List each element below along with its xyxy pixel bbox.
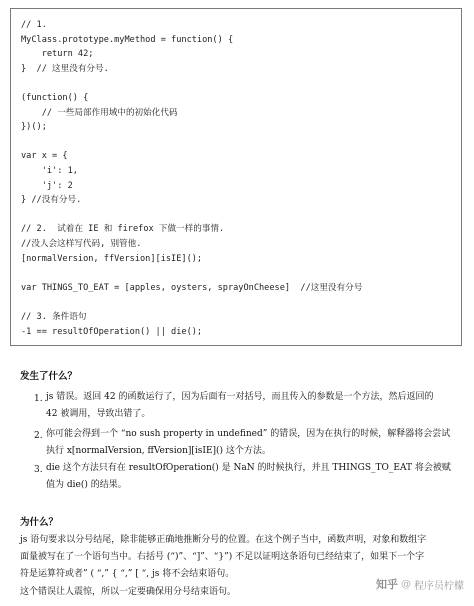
paragraph-line: 符是运算符或者” ( “,” { “,” [ “, js 将不会结束语句。 [20,569,235,579]
code-line: // 3. 条件语句 [21,312,87,322]
section-title-why: 为什么？ [20,517,59,528]
watermark-at-symbol: @ [401,578,411,590]
section-title-what-happened: 发生了什么？ [20,371,78,382]
code-line: var THINGS_TO_EAT = [apples, oysters, sprayOnCheese] //这里没有分号 [21,282,363,293]
zhihu-logo: 知乎 [376,578,398,591]
code-line: [normalVersion, ffVersion][isIE](); [21,253,203,264]
list-item-number: 2. [34,431,43,441]
code-line: // 2. 试着在 IE 和 firefox 下做一样的事情. [21,224,225,235]
list-item-2 [46,426,456,460]
list-item-number: 1. [34,394,43,404]
code-line: (function() { [21,93,89,103]
code-line: -1 == resultOfOperation() || die(); [21,326,203,337]
list-item-1 [46,389,456,423]
list-item-3 [46,460,456,494]
code-line: 'j': 2 [21,180,73,191]
closing-sentence: 这个错误让人震惊，所以一定要确保用分号结束语句。 [20,587,237,597]
code-line: // 1. [21,20,47,30]
code-line: //没人会这样写代码, 别管他. [21,239,142,249]
list-item-number: 3. [34,465,43,475]
list-item-line: 值为 die() 的结果。 [46,480,127,490]
list-item-line: js 错误。返回 42 的函数运行了，因为后面有一对括号，而且传入的参数是一个方法，然后返回的 [46,392,434,402]
code-line: MyClass.prototype.myMethod = function() { [21,34,234,45]
list-item-line: die 这个方法只有在 resultOfOperation() 是 NaN 的时候执行，并且 THINGS_TO_EAT 将会被赋 [46,463,451,473]
paragraph-line: js 语句要求以分号结尾，除非能够正确地推断分号的位置。在这个例子当中，函数声明，对象和数组字 [20,535,427,545]
list-item-line: 42 被调用，导致出错了。 [46,409,151,419]
watermark-author: 程序员柠檬 [414,580,464,592]
code-line: } //没有分号. [21,195,82,206]
code-line: } // 这里没有分号. [21,63,109,74]
paragraph-line: 面量被写在了一个语句当中。右括号 (“)”、“]”、“}”) 不足以证明这条语句已经结束了，如果下一个字 [20,552,425,562]
code-line: 'i': 1, [21,166,78,176]
list-item-line: 执行 x[normalVersion, ffVersion][isIE]() 这个方法。 [46,446,271,456]
watermark [376,576,464,592]
code-line: return 42; [21,49,94,60]
code-line: // 一些局部作用域中的初始化代码 [21,107,178,118]
code-block [10,8,462,346]
code-line: })(); [21,122,47,133]
code-line: var x = { [21,151,68,162]
list-item-line: 你可能会得到一个 “no sush property in undefined” 的错误，因为在执行的时候，解释器将会尝试 [46,429,451,439]
